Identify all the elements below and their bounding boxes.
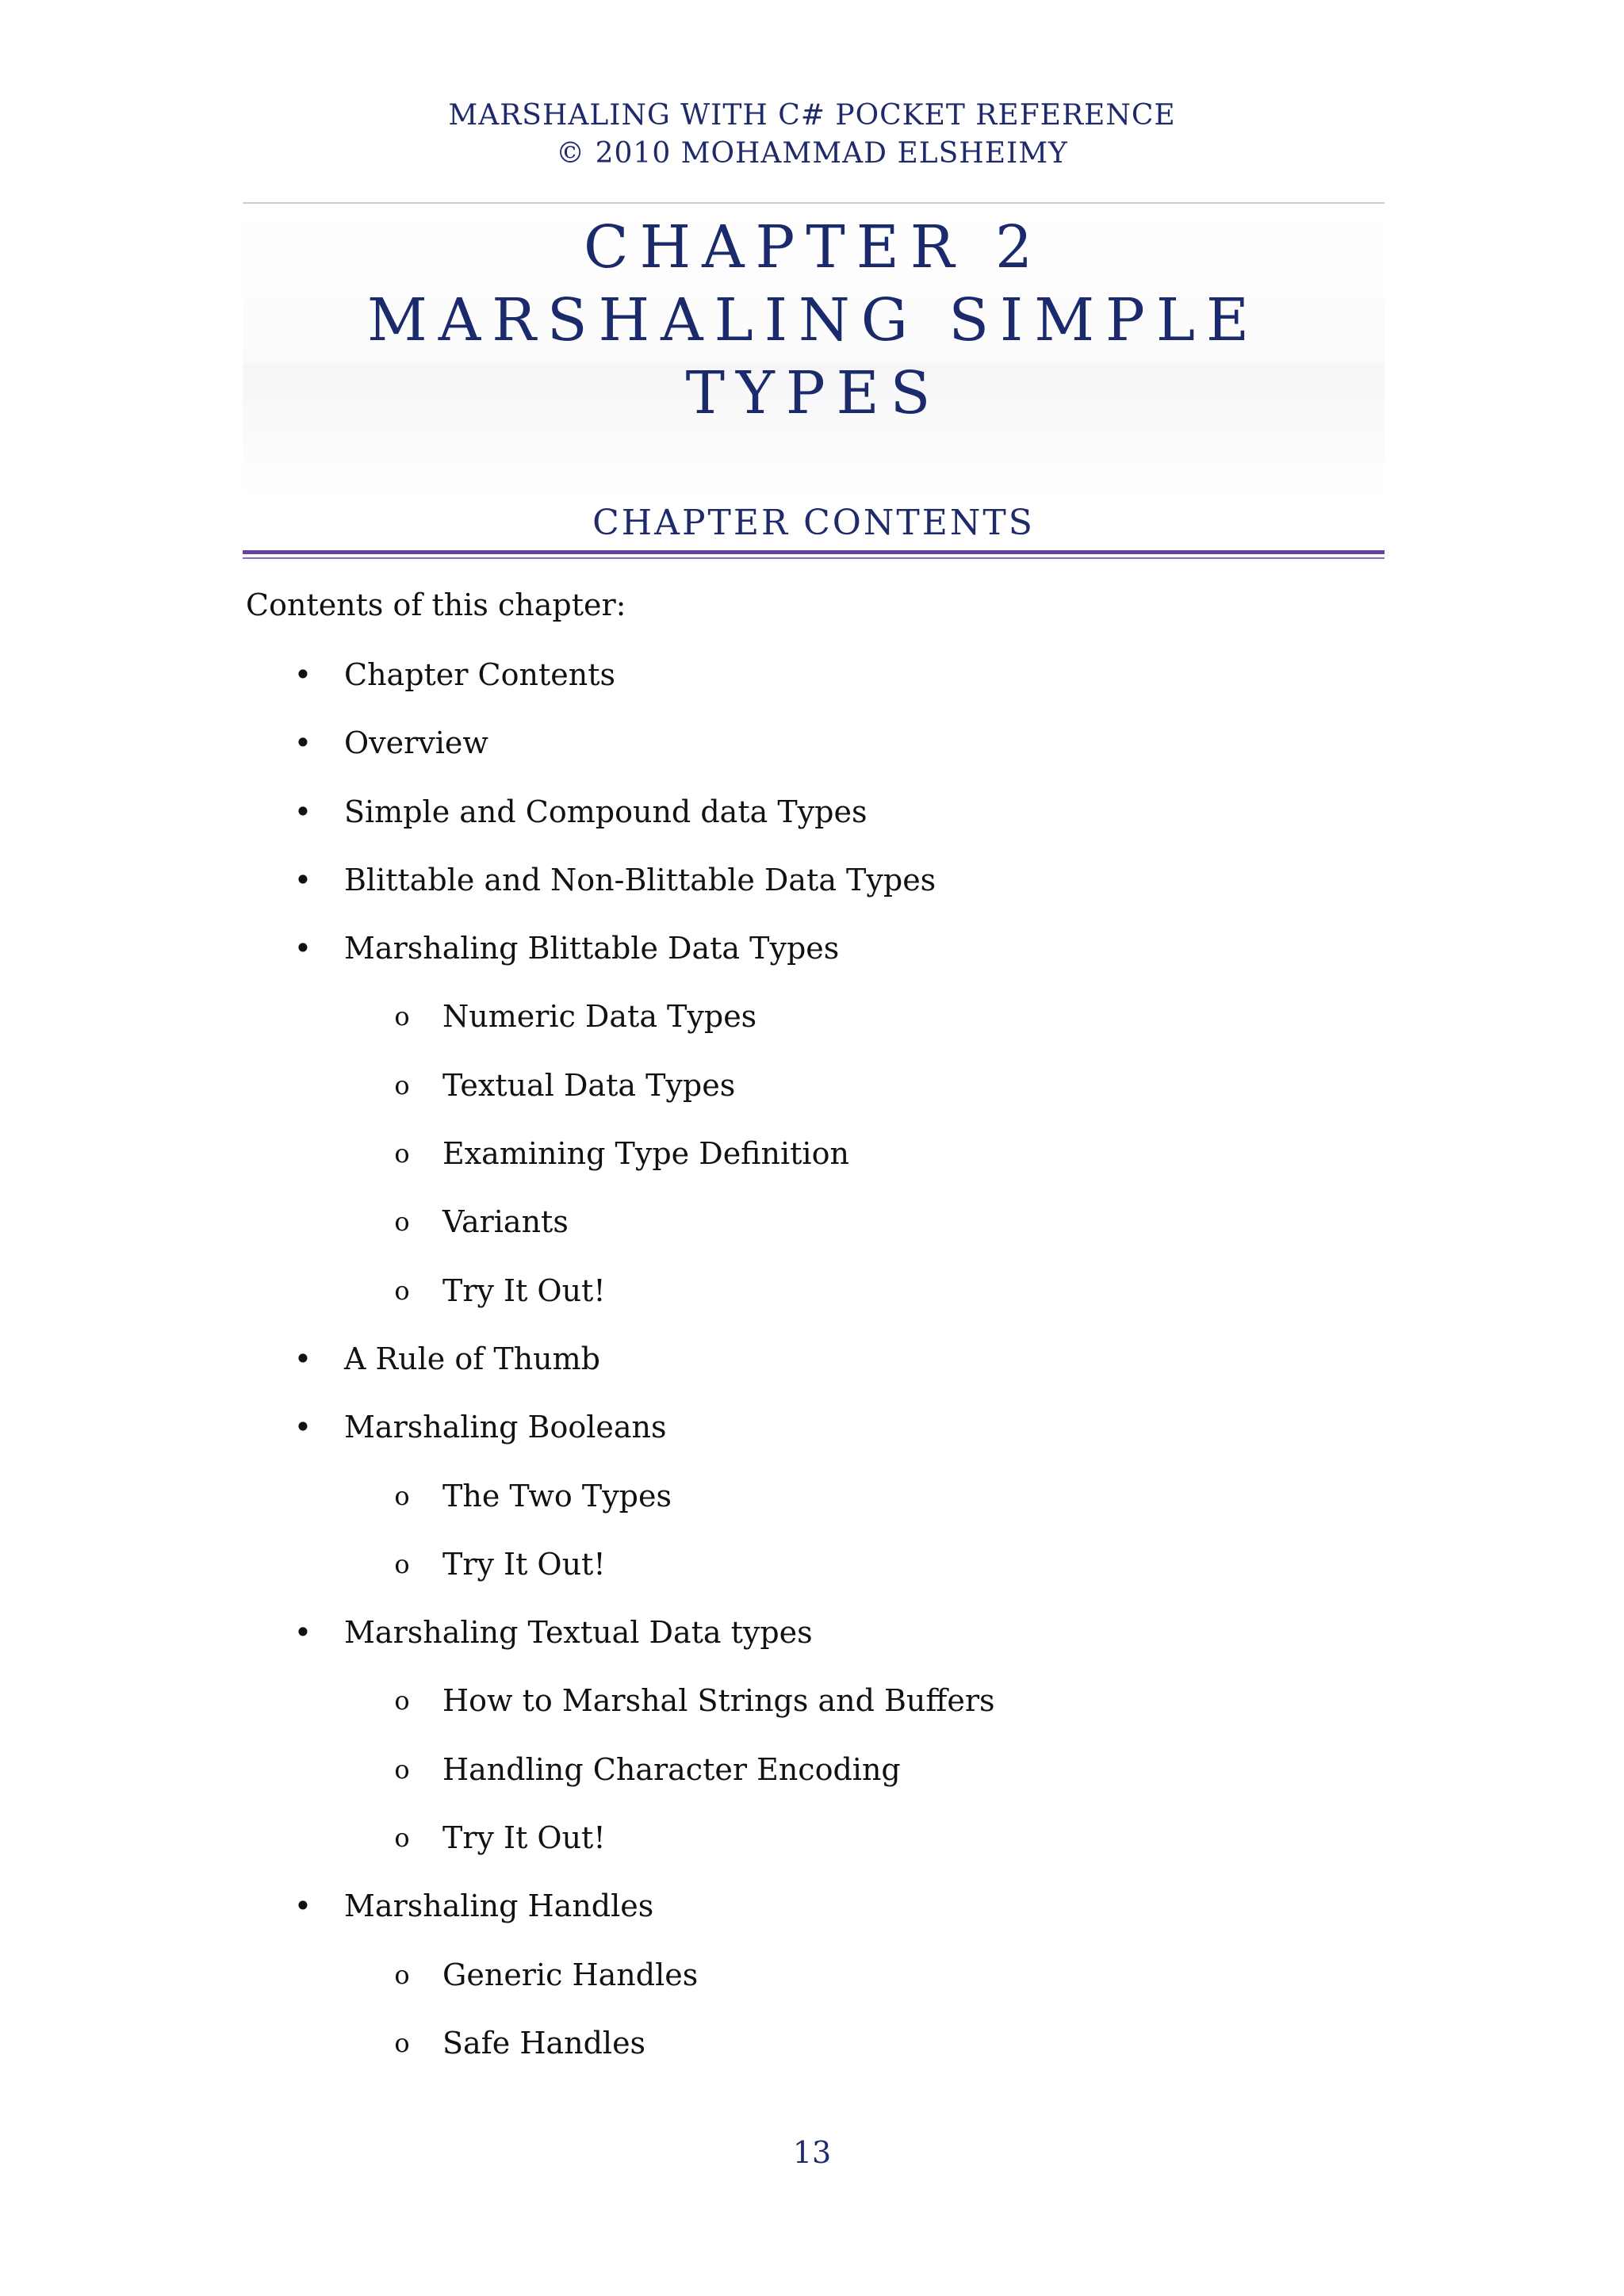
circle-bullet-icon: o <box>394 1823 410 1854</box>
section-rule-thin <box>243 557 1385 559</box>
running-header-copyright: © 2010 MOHAMMAD ELSHEIMY <box>556 137 1068 170</box>
toc-item-label: Marshaling Handles <box>344 1888 654 1924</box>
chapter-title <box>243 211 1385 430</box>
chapter-number: CHAPTER 2 <box>583 213 1044 281</box>
toc-item-label: The Two Types <box>442 1478 672 1513</box>
running-header <box>0 97 1624 173</box>
toc-item-label: Marshaling Booleans <box>344 1410 667 1445</box>
circle-bullet-icon: o <box>394 1480 410 1511</box>
toc-subitem <box>0 997 1624 1065</box>
circle-bullet-icon: o <box>394 1275 410 1306</box>
toc-item-label: Marshaling Textual Data types <box>344 1615 813 1651</box>
toc-item <box>0 1339 1624 1407</box>
toc-subitem <box>0 1066 1624 1134</box>
toc-item-label: Blittable and Non-Blittable Data Types <box>344 862 936 897</box>
running-header-title: MARSHALING WITH C# POCKET REFERENCE <box>448 99 1176 132</box>
toc-subitem <box>0 1544 1624 1613</box>
toc-subitem <box>0 1750 1624 1818</box>
toc-item-label: Try It Out! <box>442 1820 606 1856</box>
circle-bullet-icon: o <box>394 1754 410 1785</box>
toc-item-label: Generic Handles <box>442 1957 699 1992</box>
bullet-icon: • <box>293 931 312 966</box>
bullet-icon: • <box>293 1615 312 1651</box>
toc-subitem <box>0 1134 1624 1202</box>
toc-item-label: Examining Type Definition <box>442 1136 849 1172</box>
bullet-icon: • <box>293 862 312 897</box>
circle-bullet-icon: o <box>394 2027 410 2058</box>
bullet-icon: • <box>293 725 312 761</box>
toc-item-label: Chapter Contents <box>344 657 615 692</box>
section-heading: CHAPTER CONTENTS <box>592 503 1035 543</box>
bullet-icon: • <box>293 1341 312 1376</box>
toc-item-label: Try It Out! <box>442 1546 606 1582</box>
circle-bullet-icon: o <box>394 1207 410 1238</box>
toc-item <box>0 792 1624 860</box>
toc-item <box>0 723 1624 791</box>
table-of-contents <box>0 655 1624 2091</box>
circle-bullet-icon: o <box>394 1548 410 1579</box>
toc-item-label: Numeric Data Types <box>442 999 757 1035</box>
toc-subitem <box>0 1476 1624 1544</box>
toc-subitem <box>0 1202 1624 1270</box>
toc-item-label: Handling Character Encoding <box>442 1751 901 1787</box>
toc-item-label: Safe Handles <box>442 2025 646 2061</box>
toc-item <box>0 860 1624 928</box>
toc-item <box>0 928 1624 997</box>
toc-item <box>0 1613 1624 1681</box>
toc-item-label: Try It Out! <box>442 1272 606 1308</box>
section-rule <box>243 550 1385 554</box>
toc-item-label: A Rule of Thumb <box>344 1341 600 1376</box>
toc-subitem <box>0 1271 1624 1339</box>
bullet-icon: • <box>293 1410 312 1445</box>
toc-item-label: How to Marshal Strings and Buffers <box>442 1683 995 1719</box>
toc-item-label: Overview <box>344 725 488 761</box>
chapter-name: MARSHALING SIMPLE TYPES <box>367 286 1260 427</box>
intro-text: Contents of this chapter: <box>246 587 626 622</box>
circle-bullet-icon: o <box>394 1070 410 1100</box>
toc-item <box>0 1886 1624 1954</box>
circle-bullet-icon: o <box>394 1138 410 1169</box>
bullet-icon: • <box>293 794 312 829</box>
toc-item <box>0 1407 1624 1475</box>
circle-bullet-icon: o <box>394 1001 410 1032</box>
page-number: 13 <box>792 2135 832 2170</box>
toc-subitem <box>0 1955 1624 2023</box>
toc-item-label: Variants <box>442 1204 569 1240</box>
toc-item <box>0 655 1624 723</box>
toc-subitem <box>0 2023 1624 2091</box>
bullet-icon: • <box>293 1888 312 1924</box>
toc-subitem <box>0 1681 1624 1749</box>
toc-subitem <box>0 1818 1624 1886</box>
circle-bullet-icon: o <box>394 1686 410 1716</box>
bullet-icon: • <box>293 657 312 692</box>
toc-item-label: Textual Data Types <box>442 1067 736 1103</box>
circle-bullet-icon: o <box>394 1959 410 1990</box>
toc-item-label: Simple and Compound data Types <box>344 794 868 829</box>
toc-item-label: Marshaling Blittable Data Types <box>344 931 840 966</box>
